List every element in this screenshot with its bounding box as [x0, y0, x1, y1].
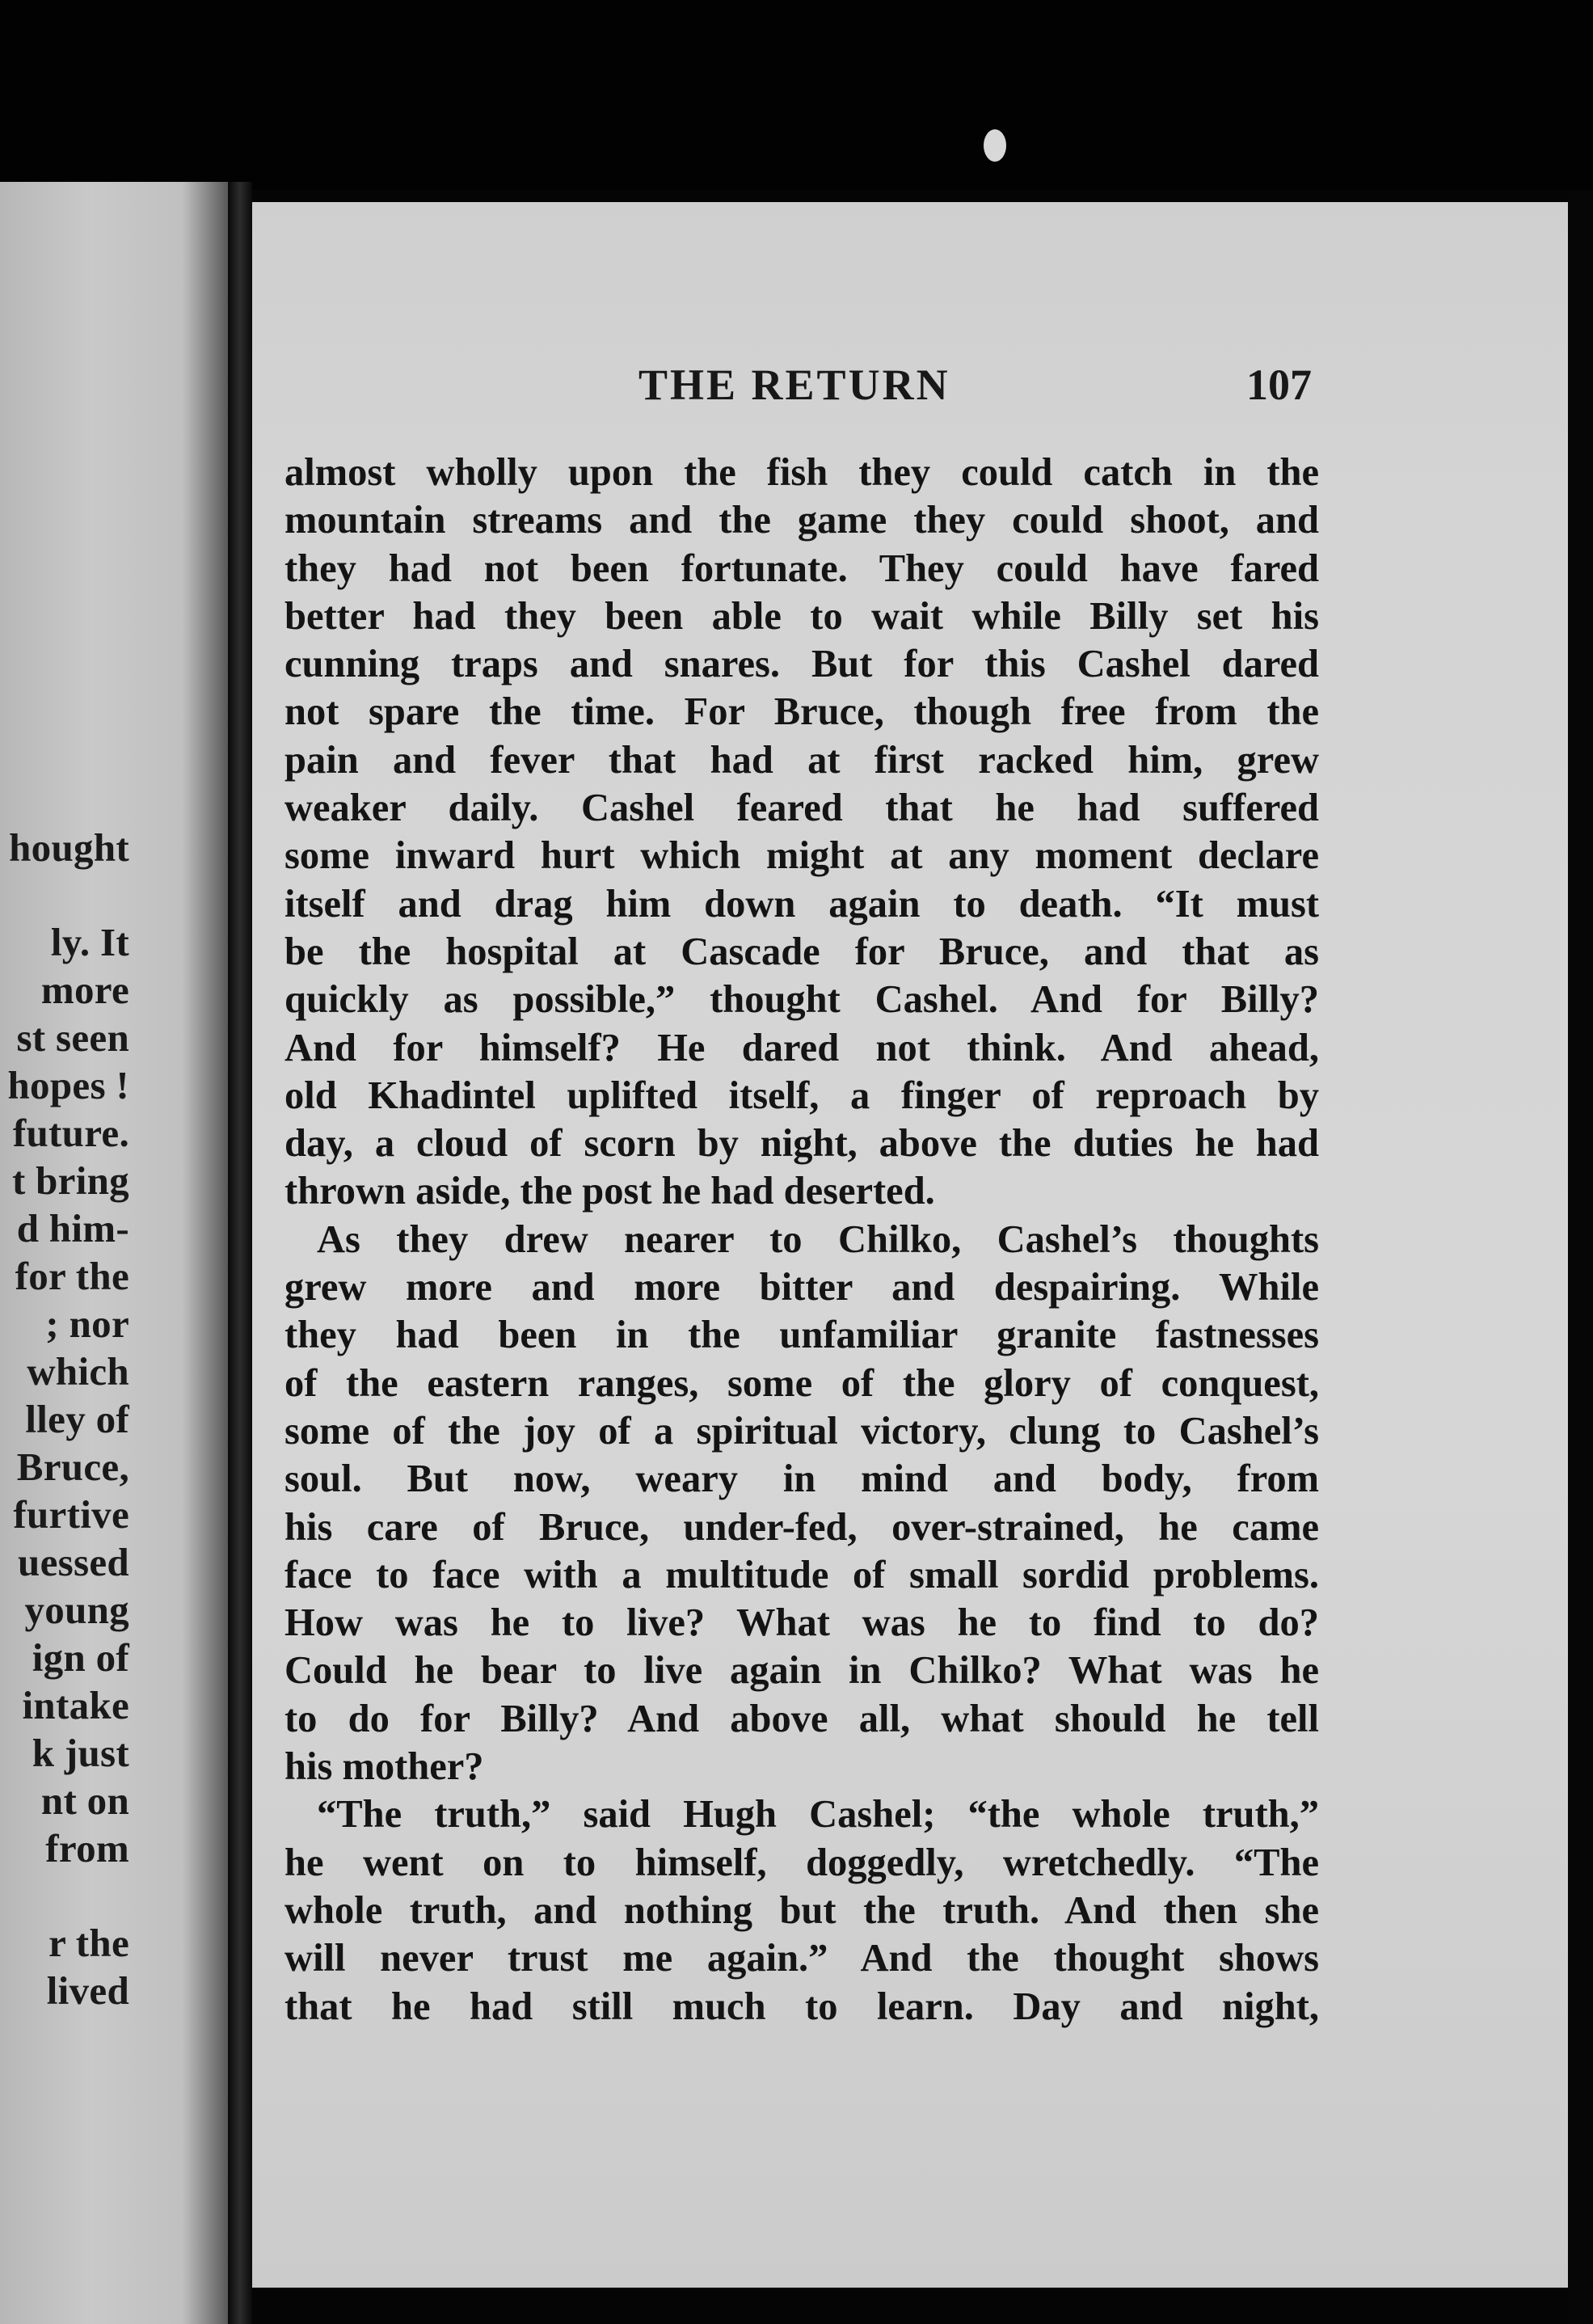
- scan-right-border: [1568, 190, 1593, 2324]
- scan-top-border: [0, 0, 1593, 190]
- running-head: THE RETURN: [638, 361, 950, 409]
- text-line: soul. But now, weary in mind and body, from: [284, 1457, 1319, 1501]
- facing-page-fragment: future.: [12, 1111, 129, 1155]
- facing-page-left: [0, 182, 228, 2324]
- facing-page-fragment: hopes !: [7, 1063, 129, 1107]
- book-gutter: [228, 182, 252, 2324]
- text-line: thrown aside, the post he had deserted.: [284, 1170, 935, 1213]
- text-line: his mother?: [284, 1745, 484, 1789]
- text-line: grew more and more bitter and despairing. While: [284, 1266, 1319, 1310]
- text-line: How was he to live? What was he to find to do?: [284, 1601, 1319, 1645]
- text-line: to do for Billy? And above all, what should he tell: [284, 1697, 1319, 1740]
- facing-page-fragment: from: [45, 1826, 129, 1871]
- text-line: As they drew nearer to Chilko, Cashel’s thoughts: [317, 1217, 1319, 1261]
- facing-page-fragment: t bring: [11, 1158, 129, 1203]
- text-line: they had not been fortunate. They could have fared: [284, 546, 1319, 590]
- text-line: his care of Bruce, under-fed, over-strained, he came: [284, 1505, 1319, 1549]
- facing-page-fragment: ; nor: [45, 1301, 129, 1346]
- text-line: some of the joy of a spiritual victory, clung to Cashel’s: [284, 1409, 1319, 1453]
- text-line: cunning traps and snares. But for this Cashel dared: [284, 643, 1319, 686]
- text-line: better had they been able to wait while Billy set his: [284, 594, 1319, 638]
- facing-page-fragment: ign of: [32, 1635, 129, 1680]
- text-line: will never trust me again.” And the thought shows: [284, 1937, 1319, 1980]
- text-line: he went on to himself, doggedly, wretchedly. “The: [284, 1841, 1319, 1884]
- text-line: they had been in the unfamiliar granite fastnesses: [284, 1314, 1319, 1357]
- text-line: weaker daily. Cashel feared that he had suffered: [284, 787, 1319, 830]
- facing-page-fragment: uessed: [18, 1540, 129, 1584]
- text-line: Could he bear to live again in Chilko? What was he: [284, 1649, 1319, 1693]
- facing-page-fragment: intake: [22, 1683, 129, 1727]
- text-line: be the hospital at Cascade for Bruce, and that as: [284, 930, 1319, 973]
- facing-page-fragment: which: [27, 1349, 129, 1394]
- text-line: that he had still much to learn. Day and night,: [284, 1984, 1319, 2028]
- page-number: 107: [1246, 361, 1312, 409]
- text-line: pain and fever that had at first racked him, grew: [284, 738, 1319, 782]
- facing-page-fragment: st seen: [16, 1015, 129, 1060]
- facing-page-fragment: d him-: [16, 1206, 129, 1251]
- text-line: almost wholly upon the fish they could catch in the: [284, 451, 1319, 494]
- text-line: not spare the time. For Bruce, though free from the: [284, 690, 1319, 734]
- facing-page-fragment: r the: [48, 1921, 129, 1965]
- text-line: And for himself? He dared not think. And ahead,: [284, 1026, 1319, 1069]
- page-body-text: [284, 449, 1319, 2031]
- facing-page-fragment: ly. It: [50, 920, 129, 964]
- facing-page-fragment: lley of: [25, 1397, 129, 1441]
- facing-page-fragment: Bruce,: [16, 1445, 129, 1489]
- text-line: whole truth, and nothing but the truth. And then she: [284, 1888, 1319, 1932]
- facing-page-fragment: k just: [32, 1731, 129, 1775]
- text-line: “The truth,” said Hugh Cashel; “the whole truth,”: [317, 1793, 1319, 1837]
- facing-page-fragment: for the: [15, 1254, 129, 1298]
- facing-page-fragment: nt on: [40, 1778, 129, 1823]
- facing-page-fragment: young: [24, 1588, 129, 1632]
- text-line: mountain streams and the game they could shoot, and: [284, 499, 1319, 542]
- facing-page-fragment: furtive: [13, 1492, 129, 1537]
- scan-dust-mark: [984, 129, 1006, 162]
- text-line: face to face with a multitude of small sordid problems.: [284, 1553, 1319, 1596]
- text-line: old Khadintel uplifted itself, a finger of reproach by: [284, 1073, 1319, 1117]
- facing-page-fragment: more: [40, 968, 129, 1012]
- text-line: quickly as possible,” thought Cashel. And for Billy?: [284, 978, 1319, 1022]
- facing-page-fragment: lived: [46, 1968, 129, 2013]
- text-line: of the eastern ranges, some of the glory of conquest,: [284, 1361, 1319, 1405]
- text-line: day, a cloud of scorn by night, above the duties he had: [284, 1122, 1319, 1166]
- text-line: itself and drag him down again to death. “It must: [284, 882, 1319, 926]
- text-line: some inward hurt which might at any moment declare: [284, 834, 1319, 878]
- facing-page-fragment: hought: [9, 825, 129, 870]
